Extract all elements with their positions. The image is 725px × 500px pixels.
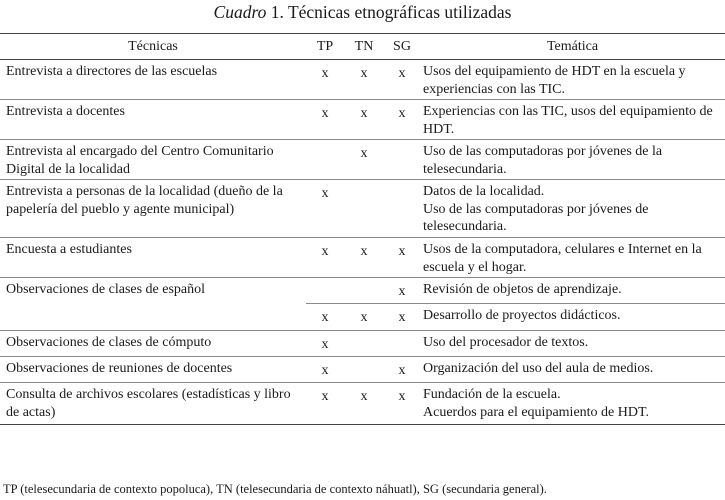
cell-tp: x [306,357,344,383]
tematica-line: Revisión de objetos de aprendizaje. [423,282,622,297]
table-row [0,100,725,140]
cell-tp: x [306,331,344,357]
cell-tematica [420,304,725,331]
cell-sg [384,140,420,180]
caption-title: Técnicas etnográficas utilizadas [287,2,512,22]
cell-tematica [420,238,725,278]
caption-number: 1. [270,2,284,22]
cell-tecnica: Entrevista al encargado del Centro Comunitario Digital de la localidad [0,140,306,180]
header-tp: TP [306,34,344,60]
cell-tematica [420,140,725,180]
cell-tp [306,140,344,180]
cell-tematica [420,278,725,304]
tematica-line: Desarrollo de proyectos didácticos. [423,308,621,323]
table-row [0,383,725,425]
cell-tn: x [344,140,384,180]
cell-tp: x [306,100,344,140]
table-row [0,357,725,383]
cell-tecnica: Observaciones de clases de español [0,278,306,331]
cell-tp: x [306,238,344,278]
cell-sg: x [384,100,420,140]
cell-tecnica: Observaciones de reuniones de docentes [0,357,306,383]
cell-sg: x [384,60,420,100]
cell-tecnica: Entrevista a docentes [0,100,306,140]
cell-sg: x [384,278,420,304]
table-row [0,180,725,238]
cell-tn: x [344,304,384,331]
cell-tematica [420,180,725,238]
table-row [0,140,725,180]
tematica-line: Uso de las computadoras por jóvenes de telesecundaria. [423,201,649,234]
table-row [0,331,725,357]
cell-tp: x [306,180,344,238]
cell-tp: x [306,60,344,100]
cell-tp [306,278,344,304]
tematica-line: Usos del equipamiento de HDT en la escuela y experiencias con las TIC. [423,64,686,97]
cell-sg: x [384,383,420,425]
table-row [0,60,725,100]
cell-tecnica: Entrevista a directores de las escuelas [0,60,306,100]
cell-tn [344,331,384,357]
tematica-line: Organización del uso del aula de medios. [423,361,654,376]
table-row [0,238,725,278]
tematica-line: Datos de la localidad. [423,184,545,199]
table-footnote: TP (telesecundaria de contexto popoluca), TN (telesecundaria de contexto náhuatl), SG (secundaria general). [3,482,547,496]
cell-tecnica: Encuesta a estudiantes [0,238,306,278]
cell-tematica [420,357,725,383]
tematica-line: Uso del procesador de textos. [423,335,589,350]
cell-sg [384,180,420,238]
cell-tematica [420,383,725,425]
cell-tn: x [344,100,384,140]
cell-tn [344,357,384,383]
techniques-table [0,33,725,425]
cell-sg: x [384,238,420,278]
cell-sg: x [384,357,420,383]
cell-tematica [420,331,725,357]
tematica-line: Fundación de la escuela. [423,387,561,402]
cell-tn: x [344,383,384,425]
header-sg: SG [384,34,420,60]
cell-tn [344,278,384,304]
cell-tp: x [306,304,344,331]
cell-tecnica: Entrevista a personas de la localidad (dueño de la papelería del pueblo y agente municipal) [0,180,306,238]
cell-tecnica: Observaciones de clases de cómputo [0,331,306,357]
cell-sg: x [384,304,420,331]
table-caption [0,0,725,28]
tematica-line: Acuerdos para el equipamiento de HDT. [423,404,649,420]
cell-tematica [420,100,725,140]
cell-tp: x [306,383,344,425]
header-tecnicas: Técnicas [0,34,306,60]
header-tn: TN [344,34,384,60]
cell-tn: x [344,238,384,278]
table-header-row [0,34,725,60]
tematica-line: Uso de las computadoras por jóvenes de la telesecundaria. [423,144,663,177]
caption-label: Cuadro [213,2,267,22]
cell-sg [384,331,420,357]
cell-tematica [420,60,725,100]
cell-tecnica: Consulta de archivos escolares (estadísticas y libro de actas) [0,383,306,425]
cell-tn [344,180,384,238]
table-row [0,278,725,304]
tematica-line: Usos de la computadora, celulares e Internet en la escuela y el hogar. [423,242,702,275]
cell-tn: x [344,60,384,100]
tematica-line: Experiencias con las TIC, usos del equipamiento de HDT. [423,104,713,137]
header-tematica: Temática [420,34,725,60]
